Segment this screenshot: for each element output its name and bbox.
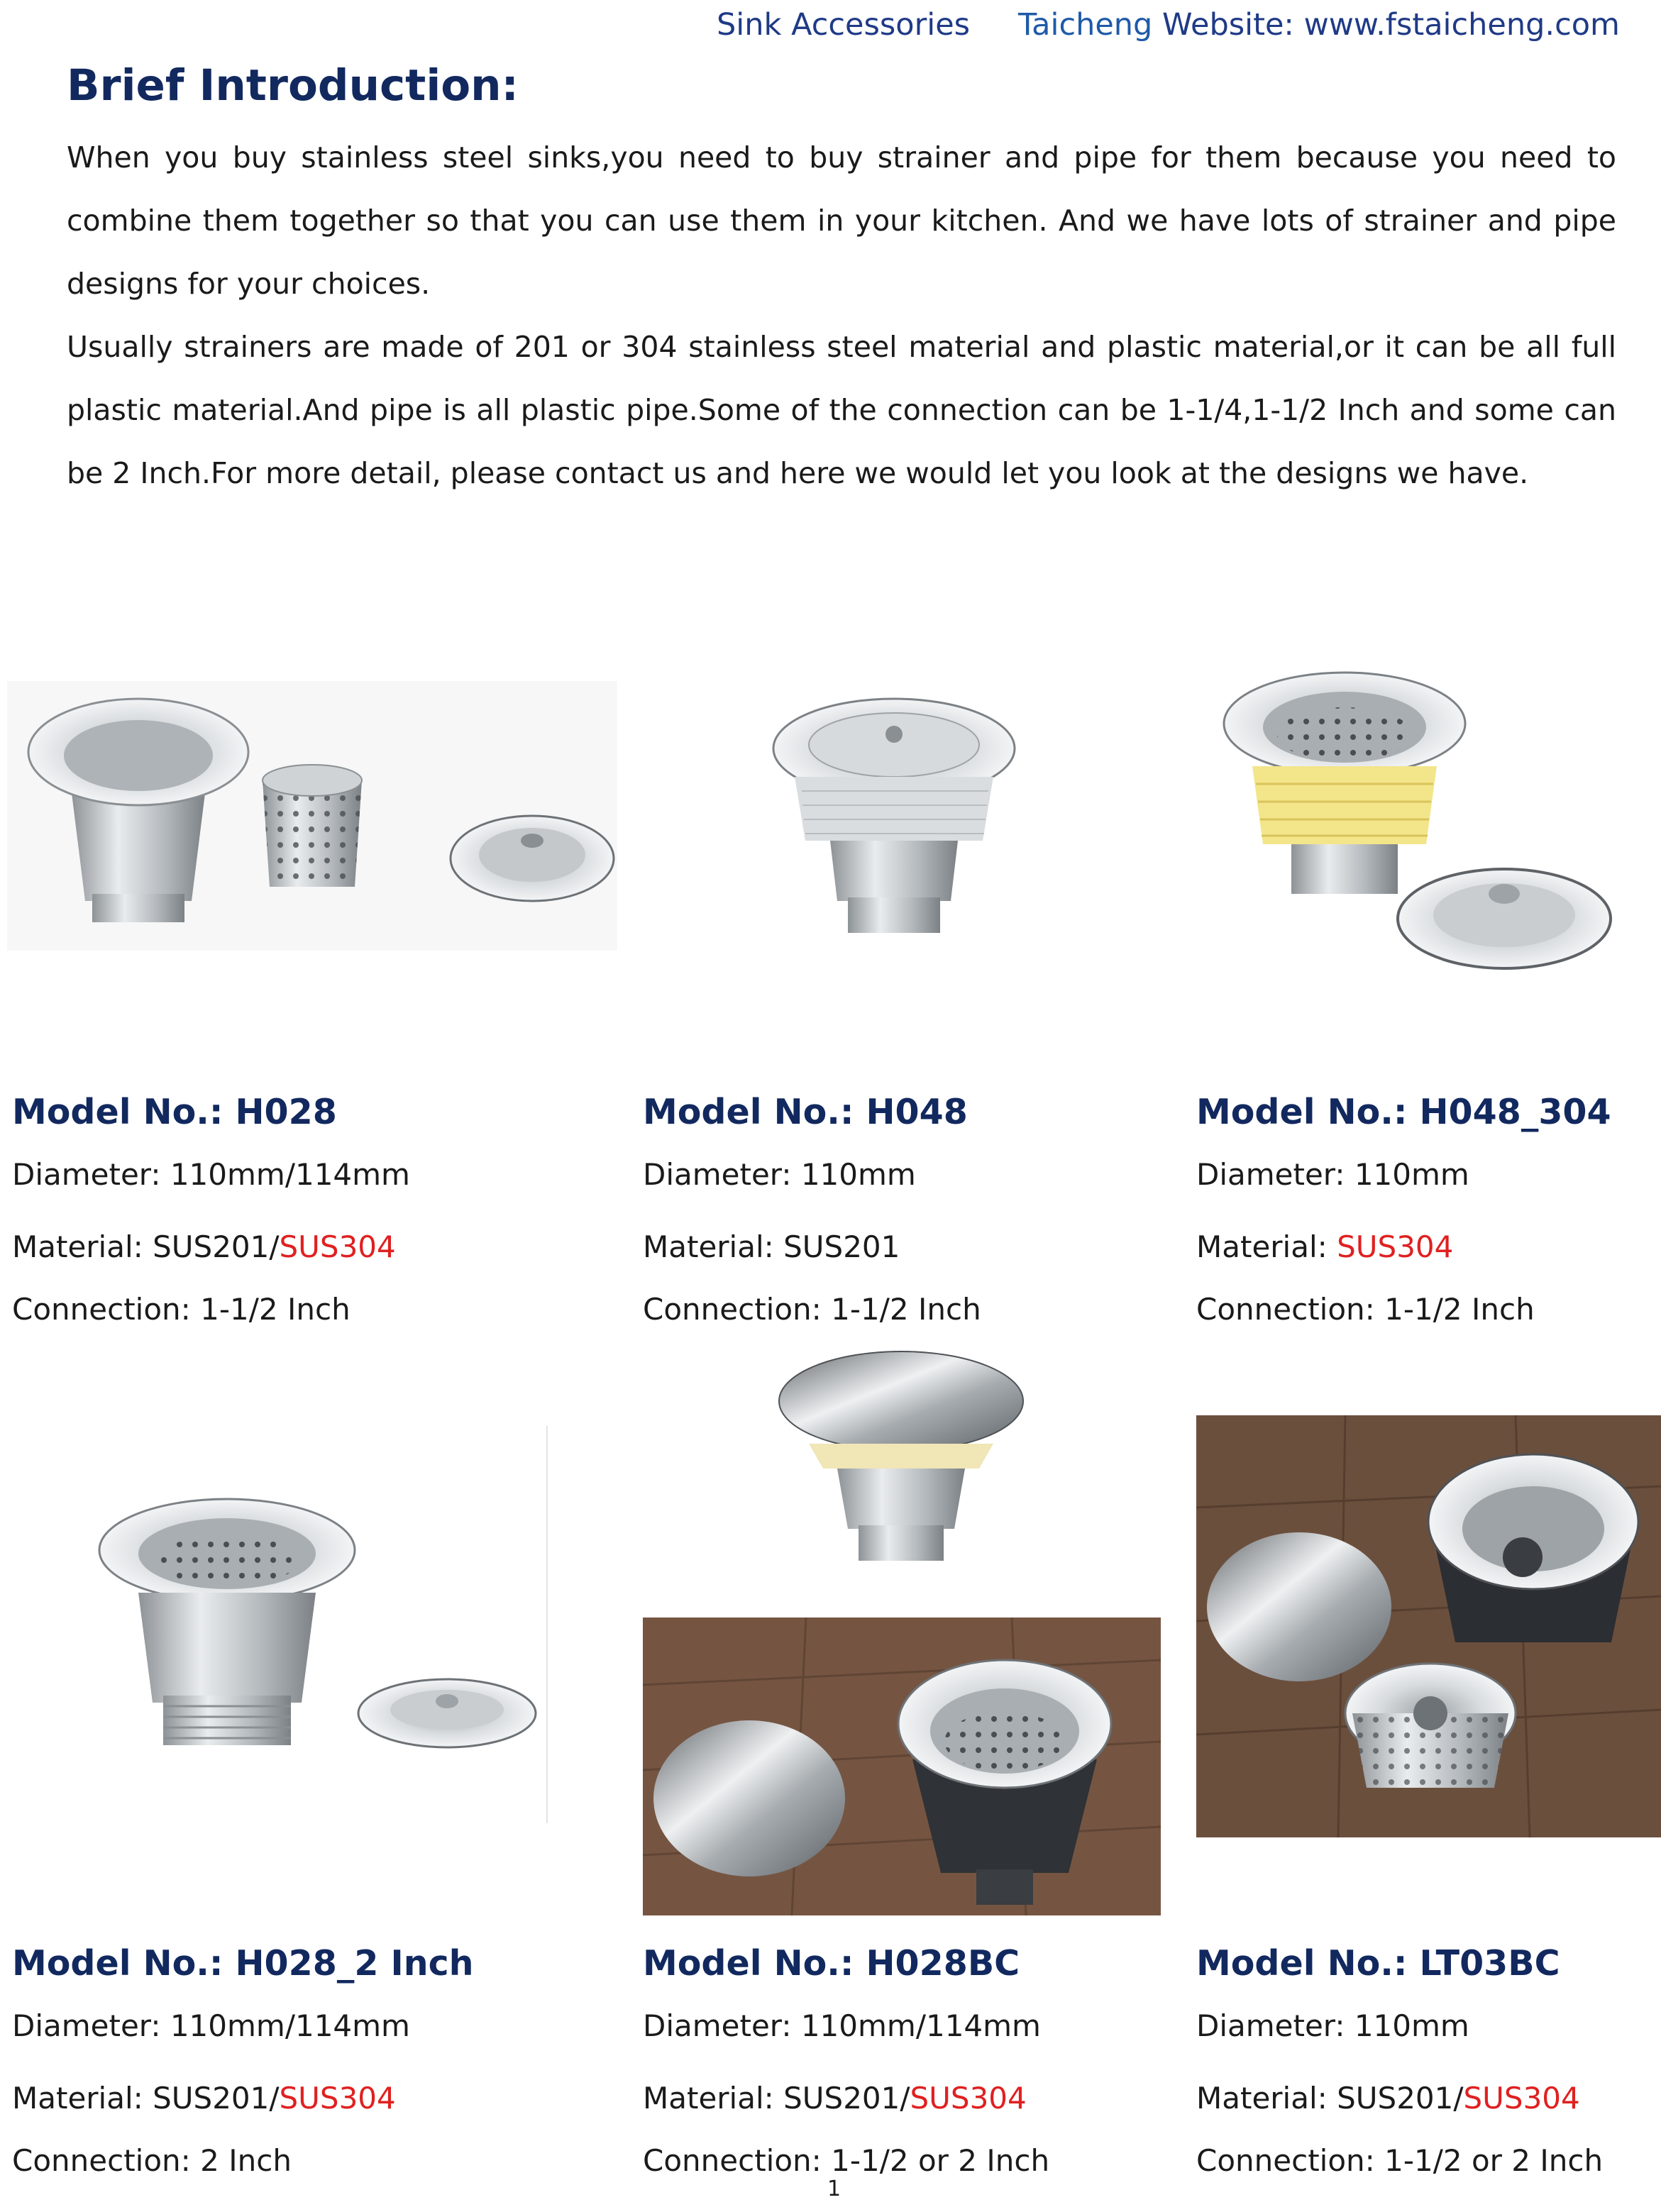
intro-text (67, 126, 1616, 505)
material-highlight: SUS304 (1463, 2081, 1580, 2116)
model-number: Model No.: LT03BC (1196, 1943, 1560, 1984)
diameter: Diameter: 110mm/114mm (12, 2008, 410, 2043)
material-text: Material: SUS201/ (1196, 2081, 1464, 2116)
material-text: Material: SUS201/ (643, 2081, 910, 2116)
material (12, 2067, 565, 2130)
model-number: Model No.: H028_2 Inch (12, 1943, 474, 1984)
connection: Connection: 1-1/2 or 2 Inch (643, 2143, 1050, 2178)
product-photo-h028 (7, 681, 617, 951)
model-number: Model No.: H028 (12, 1092, 337, 1132)
material-text: Material: SUS201/ (12, 2081, 280, 2116)
connection: Connection: 1-1/2 Inch (12, 1292, 351, 1327)
diameter: Diameter: 110mm (1196, 2008, 1469, 2043)
material (643, 2067, 1196, 2130)
material (1196, 1216, 1661, 1278)
header-section-label: Sink Accessories (717, 7, 971, 43)
intro-paragraph-2: Usually strainers are made of 201 or 304 stainless steel material and plastic material,or it can be all full plastic material.And pipe is all plastic pipe.Some of the connection can be 1-1/4,1-1/2 Inch and some can be 2 Inch.For more detail, please contact us and here we would let you look at the designs we have. (67, 330, 1616, 490)
product-spec-h048-304 (1196, 1091, 1661, 1341)
diameter: Diameter: 110mm (1196, 1157, 1469, 1192)
product-spec-h048 (643, 1091, 1196, 1341)
product-photo-lt03bc (1196, 1415, 1661, 1837)
material (643, 1216, 1196, 1278)
material-text: Material: SUS201/ (12, 1229, 280, 1264)
connection: Connection: 1-1/2 Inch (1196, 1292, 1535, 1327)
product-spec-h028-2-inch (12, 1942, 565, 2192)
material-text: Material: (1196, 1229, 1337, 1264)
material (12, 1216, 565, 1278)
diameter: Diameter: 110mm (643, 1157, 916, 1192)
intro-paragraph-1: When you buy stainless steel sinks,you need to buy strainer and pipe for them because you need to combine them together so that you can use them in your kitchen. And we have lots of strainer and pipe designs for your choices. (67, 140, 1616, 301)
material-highlight: SUS304 (1337, 1229, 1454, 1264)
model-number: Model No.: H048_304 (1196, 1092, 1611, 1132)
header-brand: Taicheng (1018, 7, 1153, 43)
model-number: Model No.: H028BC (643, 1943, 1020, 1984)
product-spec-lt03bc (1196, 1942, 1661, 2192)
material-highlight: SUS304 (279, 1229, 396, 1264)
intro-title: Brief Introduction: (67, 60, 519, 111)
connection: Connection: 1-1/2 Inch (643, 1292, 981, 1327)
product-photo-h028bc-scene (643, 1617, 1161, 1915)
model-number: Model No.: H048 (643, 1092, 968, 1132)
product-spec-h028bc (643, 1942, 1196, 2192)
material-highlight: SUS304 (279, 2081, 396, 2116)
product-photo-h048 (763, 695, 1025, 944)
header-website-text: Website: www.fstaicheng.com (1152, 7, 1620, 43)
product-photo-h048-304 (1220, 667, 1618, 979)
page-number: 1 (827, 2177, 841, 2201)
material (1196, 2067, 1661, 2130)
product-photo-h028-2-inch (78, 1490, 539, 1766)
header-website (1018, 7, 1620, 43)
photo-divider (546, 1426, 548, 1823)
connection: Connection: 1-1/2 or 2 Inch (1196, 2143, 1604, 2178)
diameter: Diameter: 110mm/114mm (643, 2008, 1041, 2043)
material-text: Material: SUS201 (643, 1229, 900, 1264)
diameter: Diameter: 110mm/114mm (12, 1157, 410, 1192)
material-highlight: SUS304 (910, 2081, 1027, 2116)
product-photo-h028bc-cap (773, 1344, 1029, 1571)
connection: Connection: 2 Inch (12, 2143, 292, 2178)
product-spec-h028 (12, 1091, 565, 1341)
